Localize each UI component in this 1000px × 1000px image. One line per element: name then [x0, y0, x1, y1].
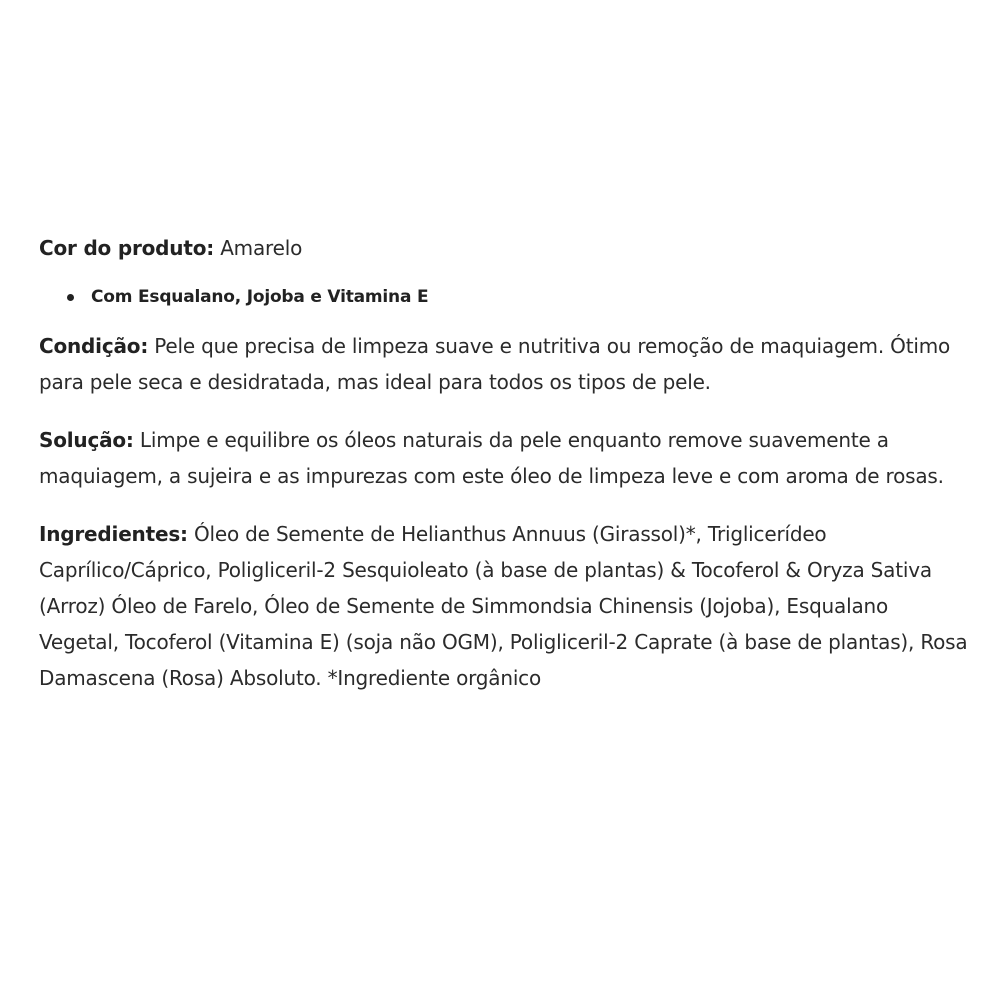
- condition-paragraph: [39, 328, 969, 400]
- ingredients-paragraph: [39, 516, 969, 696]
- solution-paragraph: [39, 422, 969, 494]
- product-color-row: [39, 230, 969, 266]
- condition-label: Condição:: [39, 334, 149, 358]
- product-color-value: Amarelo: [214, 236, 303, 260]
- ingredients-label: Ingredientes:: [39, 522, 188, 546]
- condition-text: Pele que precisa de limpeza suave e nutritiva ou remoção de maquiagem. Ótimo para pele seca e desidratada, mas ideal para todos os tipos de pele.: [39, 334, 951, 394]
- product-color-label: Cor do produto:: [39, 236, 215, 260]
- feature-text: Com Esqualano, Jojoba e Vitamina E: [91, 287, 429, 307]
- ingredients-text: Óleo de Semente de Helianthus Annuus (Girassol)*, Triglicerídeo Caprílico/Cáprico, Poligliceril-2 Sesquioleato (à base de plantas) & Tocoferol & Oryza Sativa (Arroz) Óleo de Farelo, Óleo de Semente de Simmondsia Chinensis (Jojoba), Esqualano Vegetal, Tocoferol (Vitamina E) (soja não OGM), Poligliceril-2 Caprate (à base de plantas), Rosa Damascena (Rosa) Absoluto. *Ingrediente orgânico: [39, 522, 968, 690]
- solution-text: Limpe e equilibre os óleos naturais da pele enquanto remove suavemente a maquiagem, a sujeira e as impurezas com este óleo de limpeza leve e com aroma de rosas.: [39, 428, 944, 488]
- solution-label: Solução:: [39, 428, 134, 452]
- feature-item: [91, 282, 969, 312]
- feature-list: [39, 282, 969, 312]
- product-description: [39, 230, 969, 696]
- bullet-icon: [67, 294, 74, 301]
